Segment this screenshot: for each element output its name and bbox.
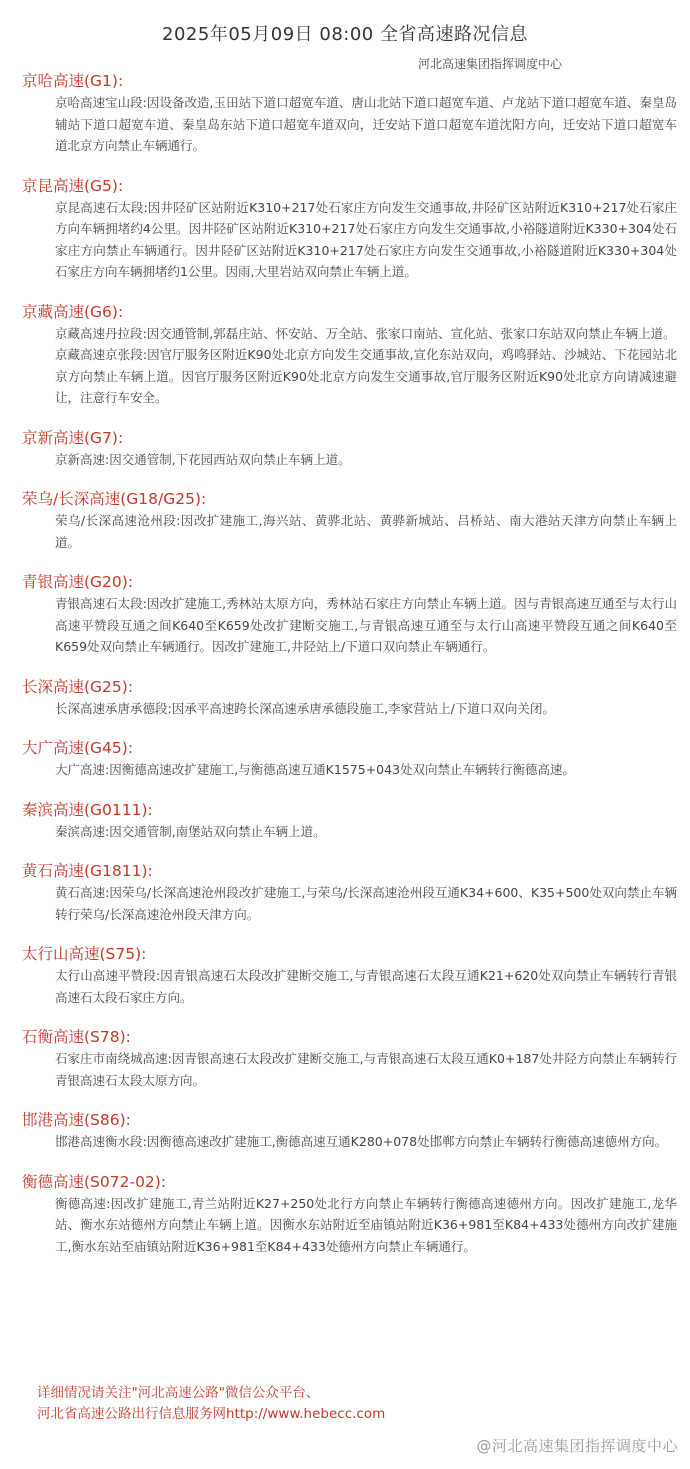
road-name: 京昆高速(G5): bbox=[22, 176, 124, 195]
road-section bbox=[22, 488, 677, 553]
road-name: 石衡高速(S78): bbox=[22, 1028, 131, 1046]
road-section bbox=[22, 737, 677, 781]
road-section bbox=[22, 943, 677, 1008]
road-condition-text: 石家庄市南绕城高速:因青银高速石太段改扩建断交施工,与青银高速石太段互通K0+187处井陉方向禁止车辆转行青银高速石太段太原方向。 bbox=[55, 1051, 677, 1088]
road-section bbox=[22, 1109, 677, 1153]
road-condition-text: 京藏高速京张段:因官厅服务区附近K90处北京方向发生交通事故,宣化东站双向，鸡鸣驿站、沙城站、下花园站北京方向禁止车辆上道。因官厅服务区附近K90处北京方向发生交通事故,官厅服务区附近K90处北京方向请减速避让，注意行车安全。 bbox=[55, 347, 677, 405]
road-name: 秦滨高速(G0111): bbox=[22, 800, 153, 819]
organization-name: 河北高速集团指挥调度中心 bbox=[418, 57, 563, 71]
road-condition-text: 京藏高速丹拉段:因交通管制,郭磊庄站、怀安站、万全站、张家口南站、宣化站、张家口东站双向禁止车辆上道。 bbox=[55, 325, 676, 341]
road-condition-text: 京新高速:因交通管制,下花园西站双向禁止车辆上道。 bbox=[55, 451, 351, 467]
road-section bbox=[22, 70, 677, 157]
road-condition-text: 秦滨高速:因交通管制,南堡站双向禁止车辆上道。 bbox=[55, 823, 326, 839]
road-condition-text: 青银高速石太段:因改扩建施工,秀林站太原方向，秀林站石家庄方向禁止车辆上道。因与青银高速互通至与太行山高速平赞段互通之间K640至K659处改扩建断交施工,与青银高速互通至与太行山高速平赞段互通之间K640至K659处双向禁止车辆通行。因改扩建施工,井陉站上/下道口双向禁止车辆通行。 bbox=[55, 596, 677, 654]
road-section bbox=[22, 1026, 677, 1091]
road-name: 荣乌/长深高速(G18/G25): bbox=[22, 490, 207, 508]
road-name: 衡德高速(S072-02): bbox=[22, 1172, 167, 1191]
road-section bbox=[22, 175, 677, 283]
road-section bbox=[22, 301, 677, 409]
footer-line-wechat: 详细情况请关注"河北高速公路"微信公众平台、 bbox=[37, 1385, 320, 1401]
road-name: 太行山高速(S75): bbox=[22, 945, 147, 963]
page-title: 2025年05月09日 08:00 全省高速路况信息 bbox=[162, 24, 528, 45]
road-condition-text: 京昆高速石太段:因井陉矿区站附近K310+217处石家庄方向发生交通事故,井陉矿区站附近K310+217处石家庄方向车辆拥堵约4公里。因井陉矿区站附近K310+217处石家庄方向发生交通事故,小裕隧道附近K330+304处石家庄方向禁止车辆通行。因井陉矿区站附近K310+217处石家庄方向发生交通事故,小裕隧道附近K330+304处石家庄方向车辆拥堵约1公里。因雨,大里岩站双向禁止车辆上道。 bbox=[55, 199, 677, 279]
road-condition-text: 衡德高速:因改扩建施工,青兰站附近K27+250处北行方向禁止车辆转行衡德高速德州方向。因改扩建施工,龙华站、衡水东站德州方向禁止车辆上道。因衡水东站附近至庙镇站附近K36+981至K84+433处德州方向改扩建施工,衡水东站至庙镇站附近K36+981至K84+433处德州方向禁止车辆通行。 bbox=[55, 1195, 677, 1254]
road-condition-text: 京哈高速宝山段:因设备改造,玉田站下道口超宽车道、唐山北站下道口超宽车道、卢龙站下道口超宽车道、秦皇岛辅站下道口超宽车道、秦皇岛东站下道口超宽车道双向，迁安站下道口超宽车道沈阳方向，迁安站下道口超宽车道北京方向禁止车辆通行。 bbox=[55, 95, 677, 153]
road-section bbox=[22, 676, 677, 720]
road-name: 长深高速(G25): bbox=[22, 677, 134, 696]
weibo-watermark: @河北高速集团指挥调度中心 bbox=[476, 1437, 678, 1455]
road-condition-text: 黄石高速:因荣乌/长深高速沧州段改扩建施工,与荣乌/长深高速沧州段互通K34+600、K35+500处双向禁止车辆转行荣乌/长深高速沧州段天津方向。 bbox=[55, 885, 677, 922]
road-condition-text: 荣乌/长深高速沧州段:因改扩建施工,海兴站、黄骅北站、黄骅新城站、吕桥站、南大港站天津方向禁止车辆上道。 bbox=[55, 513, 677, 550]
road-name: 邯港高速(S86): bbox=[22, 1111, 131, 1129]
road-section bbox=[22, 799, 677, 843]
road-condition-text: 大广高速:因衡德高速改扩建施工,与衡德高速互通K1575+043处双向禁止车辆转行衡德高速。 bbox=[55, 762, 576, 777]
road-section bbox=[22, 1171, 677, 1258]
road-condition-text: 太行山高速平赞段:因青银高速石太段改扩建断交施工,与青银高速石太段互通K21+620处双向禁止车辆转行青银高速石太段石家庄方向。 bbox=[55, 968, 677, 1005]
footer-line-website[interactable]: 河北省高速公路出行信息服务网http://www.hebecc.com bbox=[37, 1406, 386, 1422]
road-condition-text: 邯港高速衡水段:因衡德高速改扩建施工,衡德高速互通K280+078处邯郸方向禁止车辆转行衡德高速德州方向。 bbox=[55, 1134, 668, 1149]
road-section bbox=[22, 860, 677, 925]
road-name: 京哈高速(G1): bbox=[22, 72, 124, 90]
road-name: 京新高速(G7): bbox=[22, 428, 124, 447]
road-section bbox=[22, 427, 677, 471]
road-name: 青银高速(G20): bbox=[22, 573, 134, 591]
road-name: 黄石高速(G1811): bbox=[22, 862, 153, 880]
road-conditions-list bbox=[22, 70, 677, 1275]
road-name: 大广高速(G45): bbox=[22, 739, 134, 757]
road-section bbox=[22, 571, 677, 658]
road-condition-text: 长深高速承唐承德段:因承平高速跨长深高速承唐承德段施工,李家营站上/下道口双向关闭。 bbox=[55, 700, 555, 716]
road-name: 京藏高速(G6): bbox=[22, 302, 124, 321]
footer-note bbox=[37, 1383, 385, 1425]
